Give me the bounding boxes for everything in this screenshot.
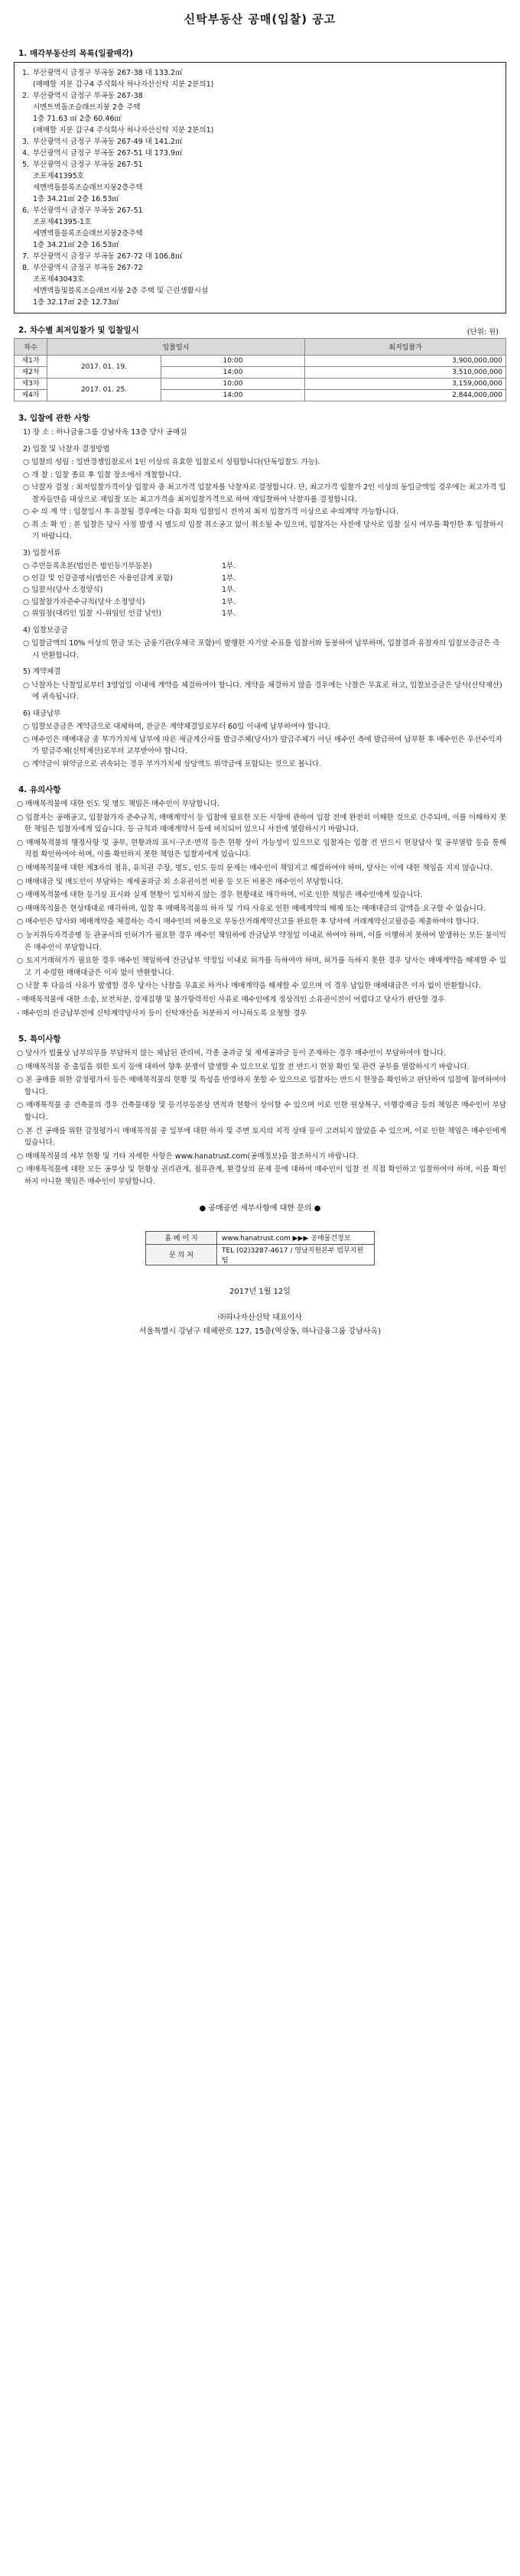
company-address: 서울특별시 강남구 테헤란로 127, 15층(역삼동, 하나금융그룹 강남사옥) xyxy=(138,1327,382,1336)
table-row xyxy=(15,356,506,367)
list-item: ○ 입찰의 성립 : 일반경쟁입찰로서 1인 이상의 유효한 입찰로서 성립합니다(단독입찰도 가능). xyxy=(23,458,320,466)
list-item: ○ 낙찰자는 낙찰일로부터 3영업일 이내에 계약을 체결하여야 합니다. 계약을 체결하지 않을 경우에는 낙찰은 무효로 하고, 입찰보증금은 당사(신탁재산)에 귀속됩니다. xyxy=(23,681,502,701)
section4-heading: 4. 유의사항 xyxy=(18,785,61,794)
special-notes xyxy=(14,1048,506,1188)
property-item xyxy=(22,251,498,262)
property-item xyxy=(22,67,498,90)
section1-heading: 1. 매각부동산의 목록(일괄매각) xyxy=(18,49,133,58)
document-count: 1부. xyxy=(222,609,236,618)
unit-label: (단위: 원) xyxy=(466,328,499,336)
note-item: ○ 토지거래허가가 필요한 경우 매수인 책임하에 잔금납부 약정일 이내로 허가를 득하여야 하며, 허가를 득하지 못한 경우 당사는 매매계약을 해제할 수 있고 기 수령한 매매대금은 이자 없이 반환합니다. xyxy=(17,957,506,977)
property-description xyxy=(33,262,498,308)
note-item: ○ 낙찰 후 다음의 사유가 발생할 경우 당사는 낙찰을 무효로 하거나 매매계약을 해제할 수 있으며 이 경우 납입한 매매대금은 이자 없이 반환합니다. xyxy=(17,982,481,991)
date-cell: 2017. 01. 19. xyxy=(47,356,161,378)
document-count: 1부. xyxy=(222,586,236,594)
document-item xyxy=(23,608,506,620)
document-item xyxy=(23,596,506,609)
list-item: ○ 매수인은 매매대금 중 부가가치세 납부에 따른 세금계산서를 발급주체(당사)가 발급주체가 아닌 매수인 측에 발급하여 납부한 후 매수인은 우선수익자가 발급주체(신탁재산)로부터 교부받아야 합니다. xyxy=(23,735,502,755)
document-item xyxy=(23,573,506,585)
date-cell: 2017. 01. 25. xyxy=(47,378,161,401)
note-item: ○ 매매목적물의 세부 현황 및 기타 자세한 사항은 www.hanatrust.com(공매정보)을 참조하시기 바랍니다. xyxy=(17,1152,359,1161)
method-heading: 2) 입찰 및 낙찰자 결정방법 xyxy=(23,444,110,453)
property-description xyxy=(33,90,498,136)
property-description xyxy=(33,159,498,205)
note-item: ○ 매매목적물에 대한 인도 및 명도 책임은 매수인이 부담합니다. xyxy=(17,800,219,808)
price-cell: 3,900,000,000 xyxy=(305,356,506,367)
note-item: ○ 입찰자는 공매공고, 입찰참가자 준수규칙, 매매계약서 등 입찰에 필요한 모든 사항에 관하여 입찰 전에 완전히 이해한 것으로 간주되며, 이를 이해하지 못한 책임은 입찰자에게 있습니다. 등 규칙과 매매계약서 등에 비치되어 있으니 사전에 열람하시기 바랍니다. xyxy=(17,813,506,834)
round-cell: 제2차 xyxy=(15,367,47,378)
method-list xyxy=(23,456,506,543)
table-header-round: 차수 xyxy=(15,339,47,356)
location-line: 1) 장 소 : 하나금융그룹 강남사옥 13층 당사 공매실 xyxy=(23,428,187,437)
document-name: ○ 주민등록초본(법인은 법인등기부등본) xyxy=(23,562,152,570)
property-line: (매매할 지분 갑구4 주식회사 하나자산신탁 지분 2분의1) xyxy=(33,80,214,89)
contact-table xyxy=(145,1231,375,1265)
document-name: ○ 위임장(대리인 입찰 시-위임인 인감 날인) xyxy=(23,609,162,618)
homepage-link[interactable]: www.hanatrust.com ▶▶▶ 공매물건정보 xyxy=(217,1231,375,1244)
property-number: 5. xyxy=(22,161,30,169)
section5-heading: 5. 특이사항 xyxy=(18,1035,61,1044)
deposit-heading: 4) 입찰보증금 xyxy=(23,625,68,635)
property-number: 2. xyxy=(22,92,30,100)
company-name: ㈜하나자산신탁 대표이사 xyxy=(218,1313,302,1322)
note-item: ○ 본 건 공매를 위한 감정평가시 매매목적물 중 일부에 대한 하자 및 주변 토지의 지적 상태 등이 고려되지 않았을 수 있으며, 이로 인한 책임은 매수인에게 있습니다. xyxy=(17,1126,506,1148)
note-item: - 매매목적물에 대한 소송, 보전처분, 강제집행 및 불가항력적인 사유로 매수인에게 정상적인 소유권이전이 어렵다고 당사가 판단할 경우 xyxy=(17,995,445,1004)
note-item: ○ 본 공매를 위한 감정평가서 등은 매매목적물의 현황 및 특성을 반영하지 못할 수 있으므로 입찰자는 반드시 현장을 확인하고 판단하여 입찰에 참여하여야 합니다. xyxy=(17,1076,506,1096)
document-name: ○ 입찰참가자준수규칙(당사 소정양식) xyxy=(23,597,145,606)
documents-list xyxy=(23,560,506,620)
property-item xyxy=(22,136,498,148)
deposit-list xyxy=(23,638,506,661)
price-cell: 3,510,000,000 xyxy=(305,367,506,378)
property-list-box xyxy=(14,62,506,313)
document-name: ○ 인감 및 인감증명서(법인은 사용인감계 포함) xyxy=(23,573,173,583)
property-line: 부산광역시 금정구 부곡동 267-72 xyxy=(33,264,143,272)
note-item: ○ 매매목적물에 대한 모든 공부상 및 현황상 권리관계, 점유관계, 환경상의 문제 등에 대하여 매수인이 입찰 전 직접 확인하고 입찰하여야 하며, 이를 확인하지 아니한 책임은 매수인이 부담합니다. xyxy=(17,1165,506,1187)
property-line: 조포제41395호 xyxy=(33,172,84,180)
note-item: ○ 농지취득자격증명 등 관공서의 인허가가 필요한 경우 매수인 책임하에 잔금납부 약정일 이내로 하여야 하며, 이를 이행하지 못하여 발생하는 모든 불이익은 매수인이 부담합니다. xyxy=(17,931,506,952)
property-description xyxy=(33,148,498,159)
round-cell: 제3차 xyxy=(15,378,47,390)
price-cell: 2,844,000,000 xyxy=(305,390,506,401)
documents-heading: 3) 입찰서류 xyxy=(23,548,61,557)
caution-notes xyxy=(14,798,506,1019)
property-line: 부산광역시 금정구 부곡동 267-38 대 133.2㎡ xyxy=(33,69,183,77)
property-line: 세멘벽돌블록조슬래브지붕2층주택 xyxy=(33,229,143,238)
property-description xyxy=(33,136,498,148)
schedule-table xyxy=(14,338,506,401)
contact-value: TEL (02)3287-4617 / 영남지원본부 법무지원팀 xyxy=(217,1244,375,1265)
property-line: 세멘벽돌및블록조슬래브지붕 2층 주택 및 근린생활시설 xyxy=(33,287,209,295)
property-line: 1층 71.63 ㎡ 2층 60.46㎡ xyxy=(33,115,122,123)
note-item: ○ 매매목적물 중 건축물의 경우 건축물대장 및 등기부등본상 면적과 현황이 상이할 수 있으며 이로 인한 원상복구, 이행강제금 등의 책임은 매수인이 부담합니다. xyxy=(17,1101,506,1122)
contact-intro: ● 공매공연 세부사항에 대한 문의 ● xyxy=(199,1204,321,1213)
document-count: 1부. xyxy=(222,597,236,606)
time-cell: 10:00 xyxy=(161,356,305,367)
property-description xyxy=(33,205,498,251)
homepage-label: 홈 페 이 지 xyxy=(146,1231,217,1244)
property-number: 7. xyxy=(22,252,30,261)
property-item xyxy=(22,205,498,251)
document-count: 1부. xyxy=(222,562,236,570)
note-item: ○ 당사가 법률상 납부의무를 부담하지 않는 체납된 관리비, 각종 공과금 및 제세공과금 등이 존재하는 경우 매수인이 부담하여야 합니다. xyxy=(17,1049,447,1058)
property-line: 부산광역시 금정구 부곡동 267-38 xyxy=(33,92,143,100)
property-item xyxy=(22,159,498,205)
property-item xyxy=(22,148,498,159)
property-item xyxy=(22,90,498,136)
price-cell: 3,159,000,000 xyxy=(305,378,506,390)
note-item: ○ 매수인은 당사와 매매계약을 체결하는 즉시 매수인의 비용으로 부동산거래계약신고를 완료한 후 당사에 거래계약신고필증을 제출하여야 합니다. xyxy=(17,918,479,927)
round-cell: 제4차 xyxy=(15,390,47,401)
property-line: 1층 32.17㎡ 2층 12.73㎡ xyxy=(33,298,119,307)
round-cell: 제1차 xyxy=(15,356,47,367)
property-line: 세멘벽돌블록조슬래브지붕2층주택 xyxy=(33,184,143,192)
property-line: 부산광역시 금정구 부곡동 267-51 xyxy=(33,206,143,215)
property-line: 1층 34.21㎡ 2층 16.53㎡ xyxy=(33,241,119,249)
list-item: ○ 계약금이 위약금으로 귀속되는 경우 부가가치세 상당액도 위약금에 포함되는 것으로 봅니다. xyxy=(23,759,322,768)
property-description xyxy=(33,251,498,262)
note-item: - 매수인의 잔금납부전에 신탁계약당사자 등이 신탁재산을 처분하지 아니하도록 요청할 경우 xyxy=(17,1009,307,1018)
property-line: 1층 34.21㎡ 2층 16.53㎡ xyxy=(33,195,119,203)
table-header-date: 입찰일시 xyxy=(47,339,305,356)
list-item: ○ 수 의 계 약 : 입찰일시 후 유찰될 경우에는 다음 회차 입찰일시 전까지 최저 입찰가격 이상으로 수의계약 가능합니다. xyxy=(23,508,399,516)
note-item: ○ 매매목적물에 대한 등기상 표시와 실제 현황이 일치하지 않는 경우 현황대로 매각하며, 이로 인한 책임은 매수인에게 있습니다. xyxy=(17,891,423,900)
property-line: 부산광역시 금정구 부곡동 267-51 대 173.9㎡ xyxy=(33,149,183,158)
table-row xyxy=(146,1231,375,1244)
note-item: ○ 매매목적물의 행정사항 및 공부, 현황과의 표시·구조·면적 등은 현황 상이 가능성이 있으므로 입찰자는 입찰 전 반드시 현장답사 및 공부열람 등을 통해 직접 확인하여야 하며, 이를 확인하지 못한 책임은 입찰자에게 있습니다. xyxy=(17,838,506,859)
document-name: ○ 입찰서(당사 소정양식) xyxy=(23,586,103,594)
time-cell: 14:00 xyxy=(161,390,305,401)
note-item: ○ 매매목적물에 대한 제3자의 점유, 유치권 주장, 명도, 인도 등의 문제는 매수인이 책임지고 해결하여야 하며, 당사는 이에 대한 책임을 지지 않습니다. xyxy=(17,863,493,872)
document-count: 1부. xyxy=(222,573,236,583)
property-number: 6. xyxy=(22,206,30,215)
contract-heading: 5) 계약체결 xyxy=(23,668,61,676)
property-number: 4. xyxy=(22,149,30,158)
property-description xyxy=(33,67,498,90)
property-line: 조포제41395-1호 xyxy=(33,218,92,226)
property-line: 부산광역시 금정구 부곡동 267-72 대 106.8㎡ xyxy=(33,252,183,261)
property-line: 부산광역시 금정구 부곡동 267-51 xyxy=(33,161,143,169)
time-cell: 14:00 xyxy=(161,367,305,378)
bidding-details xyxy=(14,427,506,770)
note-item: ○ 매매목적물 중 출입을 위한 토지 등에 대하여 향후 분쟁이 발생할 수 있으므로 입찰 전 반드시 현장 확인 및 관련 공부를 열람하시기 바랍니다. xyxy=(17,1062,470,1071)
list-item: ○ 낙찰자 결정 : 최저입찰가격이상 입찰자 중 최고가격 입찰자를 낙찰자로 결정합니다. 단, 최고가격 입찰가 2인 이상의 동일금액일 경우에는 최고가격 입찰자들만을 대상으로 재입찰 또는 최고가격을 최저입찰가격으로 하여 재입찰하여 낙찰자를 결정합니다. xyxy=(23,483,506,504)
list-item: ○ 취 소 확 인 : 본 입찰은 당사 사정 발생 시 별도의 입찰 취소공고 없이 취소될 수 있으며, 입찰자는 사전에 당사로 입찰 실시 여부를 확인한 후 입찰하시기 바랍니다. xyxy=(23,520,504,541)
property-line: 조포제43043호 xyxy=(33,275,84,284)
property-item xyxy=(22,262,498,308)
document-item xyxy=(23,584,506,596)
property-number: 8. xyxy=(22,264,30,272)
payment-heading: 6) 대금납부 xyxy=(23,709,61,718)
property-line: 시멘트벽돌조슬래브지붕 2층 주택 xyxy=(33,103,141,112)
payment-list xyxy=(23,721,506,770)
property-line: (매매할 지분 갑구4 주식회사 하나자산신탁 지분 2분의1) xyxy=(33,126,214,135)
note-item: ○ 매매목적물은 현상태대로 매각하며, 입찰 후 매매목적물의 하자 및 기타 사유로 인한 매매계약의 해제 또는 매매대금의 감액을 요구할 수 없습니다. xyxy=(17,904,486,913)
page-title: 신탁부동산 공매(입찰) 공고 xyxy=(184,12,336,26)
contact-label: 문 의 처 xyxy=(146,1244,217,1265)
list-item: ○ 개 찰 : 입찰 종료 후 입찰 장소에서 개찰합니다. xyxy=(23,470,181,479)
document-item xyxy=(23,560,506,573)
note-item: ○ 매매대금 및 매도인이 부담하는 제세공과금 외 소유권이전 비용 등 모든 비용은 매수인이 부담합니다. xyxy=(17,877,343,886)
table-row xyxy=(15,378,506,390)
section3-heading: 3. 입찰에 관한 사항 xyxy=(18,414,90,423)
contract-list xyxy=(23,680,506,703)
property-number: 1. xyxy=(22,69,30,77)
list-item: ○ 입찰금액의 10% 이상의 현금 또는 금융기관(우체국 포함)이 발행한 자기앞 수표를 입찰서와 동봉하여 납부하며, 입찰결과 유찰자의 입찰보증금은 즉시 반환합니다. xyxy=(23,639,500,660)
time-cell: 10:00 xyxy=(161,378,305,390)
list-item: ○ 입찰보증금은 계약금으로 대체하며, 잔금은 계약체결일로부터 60일 이내에 납부하여야 합니다. xyxy=(23,723,331,731)
table-row xyxy=(146,1244,375,1265)
section2-heading: 2. 차수별 최저입찰가 및 입찰일시 xyxy=(18,326,139,335)
notice-date: 2017년 1월 12일 xyxy=(229,1287,291,1296)
property-number: 3. xyxy=(22,138,30,146)
property-line: 부산광역시 금정구 부곡동 267-49 대 141.2㎡ xyxy=(33,138,183,146)
table-header-price: 최저입찰가 xyxy=(305,339,506,356)
